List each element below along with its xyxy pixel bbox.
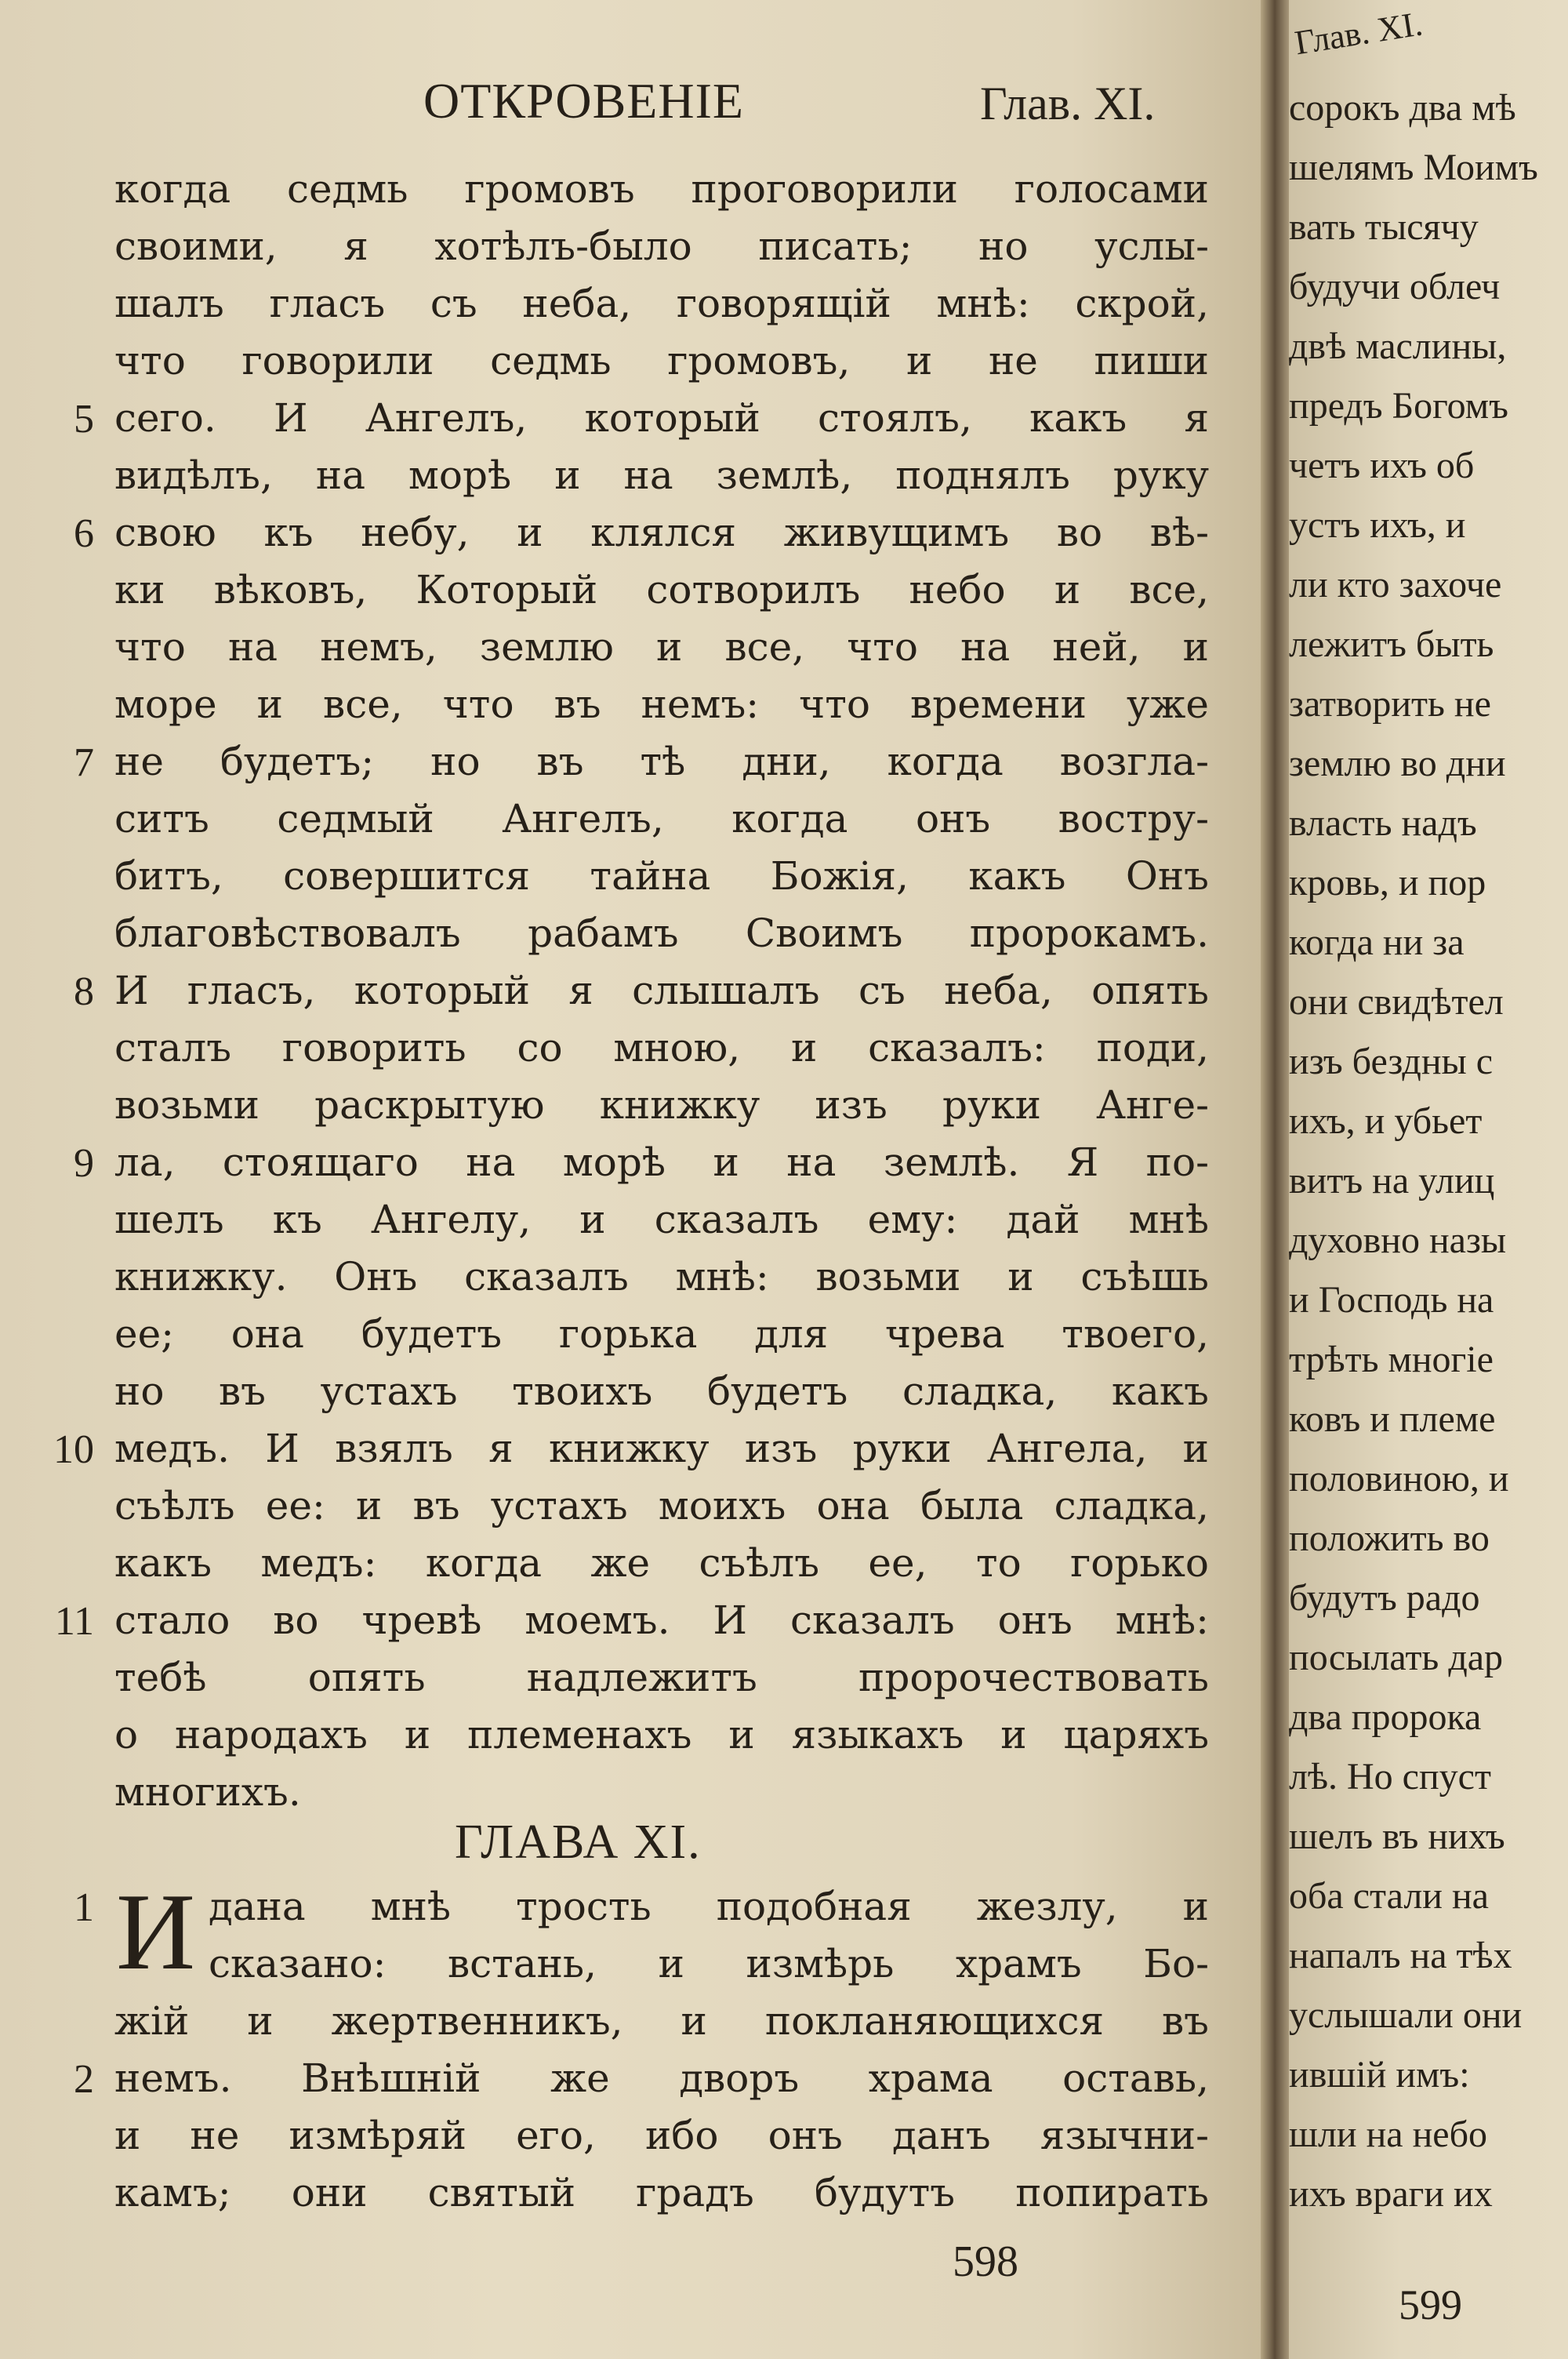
facing-page-line: изъ бездны с xyxy=(1289,1041,1494,1082)
text-line: съѣлъ ее: и въ устахъ моихъ она была сладка, xyxy=(114,1483,1209,1528)
facing-page-line: два пророка xyxy=(1289,1696,1482,1738)
text-line: когда седмь громовъ проговорили голосами xyxy=(114,166,1209,212)
text-line: сказано: встань, и измѣрь храмъ Бо- xyxy=(209,1941,1209,1986)
facing-page-line: положить во xyxy=(1289,1518,1490,1559)
chapter-10-text xyxy=(114,161,1209,1821)
facing-page-line: ихъ, и убьет xyxy=(1289,1100,1483,1142)
text-line: видѣлъ, на морѣ и на землѣ, поднялъ руку xyxy=(114,453,1209,498)
text-line: море и все, что въ немъ: что времени уже xyxy=(114,682,1209,727)
facing-page-line: ившій имъ: xyxy=(1289,2054,1470,2095)
verse-number: 5 xyxy=(74,397,94,442)
text-line: но въ устахъ твоихъ будетъ сладка, какъ xyxy=(114,1369,1209,1414)
text-line: немъ. Внѣшній же дворъ храма оставь, xyxy=(114,2055,1209,2101)
facing-page-line: ли кто захоче xyxy=(1289,564,1502,605)
text-line: что на немъ, землю и все, что на ней, и xyxy=(114,624,1209,670)
verse-number: 6 xyxy=(74,511,94,556)
facing-page-line: власть надъ xyxy=(1289,802,1477,844)
text-line: какъ медъ: когда же съѣлъ ее, то горько xyxy=(114,1540,1209,1586)
chapter-reference: Глав. XI. xyxy=(980,78,1156,129)
facing-page-line: они свидѣтел xyxy=(1289,981,1504,1023)
verse-number: 8 xyxy=(74,969,94,1014)
text-line: ки вѣковъ, Который сотворилъ небо и все, xyxy=(114,567,1209,612)
text-line: стало во чревѣ моемъ. И сказалъ онъ мнѣ: xyxy=(114,1598,1209,1643)
text-line: шелъ къ Ангелу, и сказалъ ему: дай мнѣ xyxy=(114,1197,1209,1242)
text-line: свою къ небу, и клялся живущимъ во вѣ- xyxy=(114,510,1209,555)
facing-page-line: и Господь на xyxy=(1289,1279,1494,1321)
text-line: сего. И Ангелъ, который стоялъ, какъ я xyxy=(114,395,1209,441)
verse-number: 11 xyxy=(54,1599,94,1644)
text-line: возьми раскрытую книжку изъ руки Анге- xyxy=(114,1082,1209,1128)
facing-page-line: землю во дни xyxy=(1289,743,1506,784)
text-line: книжку. Онъ сказалъ мнѣ: возьми и съѣшь xyxy=(114,1254,1209,1299)
text-line: битъ, совершится тайна Божія, какъ Онъ xyxy=(114,853,1209,899)
facing-page-line: напалъ на тѣх xyxy=(1289,1935,1512,1976)
facing-page-line: кровь, и пор xyxy=(1289,862,1486,903)
facing-page-line: витъ на улиц xyxy=(1289,1160,1495,1201)
right-page-number: 599 xyxy=(1399,2281,1462,2328)
facing-page-line: посылать дар xyxy=(1289,1637,1504,1678)
drop-capital: И xyxy=(116,1871,196,1993)
facing-page-line: оба стали на xyxy=(1289,1875,1489,1917)
text-line: многихъ. xyxy=(114,1769,301,1815)
right-running-head: Глав. XI. xyxy=(1292,4,1425,63)
facing-page-line: услышали они xyxy=(1289,1994,1523,2036)
facing-page-line: трѣть многіе xyxy=(1289,1339,1494,1380)
text-line: ситъ седмый Ангелъ, когда онъ востру- xyxy=(114,796,1209,841)
facing-page-line: шелямъ Моимъ xyxy=(1289,147,1538,188)
facing-page-line: вать тысячу xyxy=(1289,206,1479,248)
page-number: 598 xyxy=(953,2237,1018,2286)
text-line: тебѣ опять надлежитъ пророчествовать xyxy=(114,1655,1209,1700)
book-gutter xyxy=(1261,0,1289,2359)
facing-page-line: лежитъ быть xyxy=(1289,623,1494,665)
facing-page-line: сорокъ два мѣ xyxy=(1289,87,1516,129)
text-line: ее; она будетъ горька для чрева твоего, xyxy=(114,1311,1209,1357)
facing-page-line: половиною, и xyxy=(1289,1458,1509,1499)
text-line: И гласъ, который я слышалъ съ неба, опять xyxy=(114,968,1209,1013)
facing-page-line: затворить не xyxy=(1289,683,1491,725)
text-line: благовѣствовалъ рабамъ Своимъ пророкамъ. xyxy=(114,911,1209,956)
facing-page-line: ковъ и племе xyxy=(1289,1398,1496,1440)
text-line: медъ. И взялъ я книжку изъ руки Ангела, и xyxy=(114,1426,1209,1471)
facing-page-line: будучи облеч xyxy=(1289,266,1501,307)
facing-page-line: устъ ихъ, и xyxy=(1289,504,1466,546)
text-line: своими, я хотѣлъ-было писать; но услы- xyxy=(114,224,1209,269)
right-page xyxy=(1289,0,1568,2359)
running-head: ОТКРОВЕНІЕ xyxy=(423,73,744,129)
facing-page-line: четъ ихъ об xyxy=(1289,445,1475,486)
chapter-11-text xyxy=(114,1871,1209,2222)
text-line: не будетъ; но въ тѣ дни, когда возгла- xyxy=(114,739,1209,784)
text-line: что говорили седмь громовъ, и не пиши xyxy=(114,338,1209,383)
text-line: дана мнѣ трость подобная жезлу, и xyxy=(209,1884,1209,1929)
text-line: сталъ говорить со мною, и сказалъ: поди, xyxy=(114,1025,1209,1070)
facing-page-line: духовно назы xyxy=(1289,1219,1507,1261)
verse-number: 2 xyxy=(74,2057,94,2102)
verse-number: 1 xyxy=(74,1885,94,1930)
text-line: камъ; они святый градъ будутъ попирать xyxy=(114,2170,1209,2215)
text-line: и не измѣряй его, ибо онъ данъ язычни- xyxy=(114,2113,1209,2158)
facing-page-line: когда ни за xyxy=(1289,921,1465,963)
facing-page-line: шелъ въ нихъ xyxy=(1289,1816,1505,1857)
facing-page-line: будутъ радо xyxy=(1289,1577,1480,1619)
verse-number: 10 xyxy=(53,1427,94,1472)
facing-page-line: ихъ враги их xyxy=(1289,2173,1493,2215)
verse-number: 9 xyxy=(74,1141,94,1186)
text-line: о народахъ и племенахъ и языкахъ и царяхъ xyxy=(114,1712,1209,1757)
facing-page-line: лѣ. Но спуст xyxy=(1289,1756,1491,1797)
text-line: шалъ гласъ съ неба, говорящій мнѣ: скрой, xyxy=(114,281,1209,326)
facing-page-line: предъ Богомъ xyxy=(1289,385,1508,427)
chapter-title: ГЛАВА XI. xyxy=(455,1816,702,1869)
text-line: ла, стоящаго на морѣ и на землѣ. Я по- xyxy=(114,1140,1209,1185)
facing-page-line: двѣ маслины, xyxy=(1289,325,1507,367)
facing-page-line: шли на небо xyxy=(1289,2114,1488,2155)
verse-number: 7 xyxy=(74,740,94,785)
text-line: жій и жертвенникъ, и покланяющихся въ xyxy=(114,1998,1209,2044)
